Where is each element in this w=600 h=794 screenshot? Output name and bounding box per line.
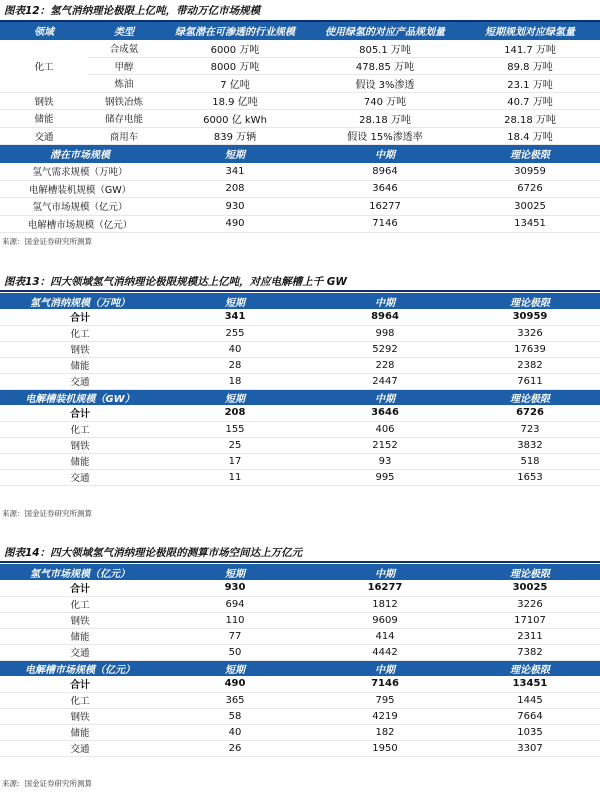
short-cell: 341 [160, 163, 310, 181]
mid-cell: 8964 [310, 309, 460, 325]
product-cell: 805.1 万吨 [310, 40, 460, 58]
label-cell: 钢铁 [0, 708, 160, 724]
mid-cell: 9609 [310, 612, 460, 628]
label-cell: 储能 [0, 628, 160, 644]
hydrogen-cell: 89.8 万吨 [460, 57, 600, 75]
table-row [0, 469, 600, 485]
scale-cell: 6000 万吨 [160, 40, 310, 58]
label-cell: 化工 [0, 596, 160, 612]
limit-cell: 723 [460, 421, 600, 437]
table-row [0, 92, 600, 110]
scale-cell: 8000 万吨 [160, 57, 310, 75]
table-row [0, 596, 600, 612]
short-cell: 341 [160, 309, 310, 325]
product-cell: 740 万吨 [310, 92, 460, 110]
label-cell: 合计 [0, 676, 160, 692]
header-cell: 潜在市场规模 [0, 145, 160, 163]
short-cell: 155 [160, 421, 310, 437]
short-cell: 58 [160, 708, 310, 724]
mid-cell: 16277 [310, 580, 460, 596]
table-row [0, 628, 600, 644]
domain-cell: 储能 [0, 110, 88, 128]
label-cell: 钢铁 [0, 341, 160, 357]
table-row [0, 127, 600, 145]
mid-cell: 5292 [310, 341, 460, 357]
table-row [0, 692, 600, 708]
limit-cell: 1653 [460, 469, 600, 485]
scale-cell: 18.9 亿吨 [160, 92, 310, 110]
fig12-market-table [0, 145, 600, 233]
header-cell: 理论极限 [460, 564, 600, 580]
header-cell: 短期 [160, 293, 310, 309]
limit-cell: 30959 [460, 163, 600, 181]
hydrogen-cell: 18.4 万吨 [460, 127, 600, 145]
table-row [0, 437, 600, 453]
label-cell: 钢铁 [0, 437, 160, 453]
mid-cell: 7146 [310, 676, 460, 692]
short-cell: 365 [160, 692, 310, 708]
scale-cell: 6000 亿 kWh [160, 110, 310, 128]
short-cell: 28 [160, 357, 310, 373]
label-cell: 氢气市场规模（亿元） [0, 198, 160, 216]
limit-cell: 13451 [460, 215, 600, 233]
mid-cell: 1950 [310, 740, 460, 756]
short-cell: 26 [160, 740, 310, 756]
type-cell: 商用车 [88, 127, 160, 145]
label-cell: 化工 [0, 421, 160, 437]
fig13-table [0, 293, 600, 486]
fig12-table [0, 22, 600, 145]
table-row [0, 357, 600, 373]
label-cell: 交通 [0, 644, 160, 660]
limit-cell: 30025 [460, 198, 600, 216]
header-cell: 短期 [160, 389, 310, 405]
table-row [0, 421, 600, 437]
table-row [0, 708, 600, 724]
short-cell: 208 [160, 405, 310, 421]
limit-cell: 3226 [460, 596, 600, 612]
label-cell: 交通 [0, 373, 160, 389]
fig12-header-row [0, 22, 600, 40]
mid-cell: 4219 [310, 708, 460, 724]
mid-cell: 414 [310, 628, 460, 644]
mid-cell: 406 [310, 421, 460, 437]
label-cell: 储能 [0, 724, 160, 740]
limit-cell: 2382 [460, 357, 600, 373]
mid-cell: 7146 [310, 215, 460, 233]
product-cell: 28.18 万吨 [310, 110, 460, 128]
short-cell: 930 [160, 580, 310, 596]
limit-cell: 13451 [460, 676, 600, 692]
header-cell: 中期 [310, 389, 460, 405]
short-cell: 18 [160, 373, 310, 389]
header-cell: 领域 [0, 22, 88, 40]
table-row [0, 40, 600, 58]
limit-cell: 17639 [460, 341, 600, 357]
type-cell: 合成氨 [88, 40, 160, 58]
table-row [0, 57, 600, 75]
short-cell: 208 [160, 180, 310, 198]
product-cell: 478.85 万吨 [310, 57, 460, 75]
limit-cell: 30025 [460, 580, 600, 596]
mid-cell: 182 [310, 724, 460, 740]
table-row [0, 215, 600, 233]
label-cell: 合计 [0, 580, 160, 596]
table-row [0, 325, 600, 341]
table-row [0, 724, 600, 740]
hydrogen-cell: 28.18 万吨 [460, 110, 600, 128]
short-cell: 490 [160, 676, 310, 692]
label-cell: 交通 [0, 469, 160, 485]
table-row [0, 180, 600, 198]
header-cell: 类型 [88, 22, 160, 40]
type-cell: 钢铁冶炼 [88, 92, 160, 110]
limit-cell: 6726 [460, 405, 600, 421]
fig12-source: 来源：国金证券研究所测算 [2, 237, 92, 246]
header-cell: 中期 [310, 660, 460, 676]
limit-cell: 7382 [460, 644, 600, 660]
section-header-row [0, 564, 600, 580]
limit-cell: 3307 [460, 740, 600, 756]
fig13-source: 来源：国金证券研究所测算 [2, 509, 92, 518]
table-row [0, 341, 600, 357]
fig12-title: 图表12：氢气消纳理论极限上亿吨，带动万亿市场规模 [4, 5, 261, 17]
limit-cell: 3832 [460, 437, 600, 453]
header-cell: 理论极限 [460, 293, 600, 309]
header-cell: 短期 [160, 660, 310, 676]
header-cell: 中期 [310, 145, 460, 163]
fig14-source: 来源：国金证券研究所测算 [2, 779, 92, 788]
limit-cell: 30959 [460, 309, 600, 325]
label-cell: 储能 [0, 453, 160, 469]
short-cell: 40 [160, 724, 310, 740]
fig13-title: 图表13：四大领域氢气消纳理论极限规模达上亿吨，对应电解槽上千 GW [4, 276, 347, 288]
header-cell: 绿氢潜在可渗透的行业规模 [160, 22, 310, 40]
header-cell: 中期 [310, 564, 460, 580]
short-cell: 17 [160, 453, 310, 469]
product-cell: 假设 15%渗透率 [310, 127, 460, 145]
mid-cell: 3646 [310, 405, 460, 421]
header-cell: 使用绿氢的对应产品规划量 [310, 22, 460, 40]
mid-cell: 4442 [310, 644, 460, 660]
label-cell: 电解槽市场规模（亿元） [0, 215, 160, 233]
fig14-title-rule [0, 561, 600, 563]
label-cell: 氢气需求规模（万吨） [0, 163, 160, 181]
label-cell: 合计 [0, 309, 160, 325]
table-row [0, 75, 600, 93]
hydrogen-cell: 141.7 万吨 [460, 40, 600, 58]
short-cell: 930 [160, 198, 310, 216]
mid-cell: 995 [310, 469, 460, 485]
short-cell: 50 [160, 644, 310, 660]
short-cell: 490 [160, 215, 310, 233]
limit-cell: 1445 [460, 692, 600, 708]
header-cell: 电解槽装机规模（GW） [0, 389, 160, 405]
mid-cell: 998 [310, 325, 460, 341]
hydrogen-cell: 23.1 万吨 [460, 75, 600, 93]
label-cell: 化工 [0, 325, 160, 341]
short-cell: 255 [160, 325, 310, 341]
fig13-title-rule [0, 290, 600, 292]
limit-cell: 17107 [460, 612, 600, 628]
fig14-table [0, 564, 600, 757]
table-row [0, 110, 600, 128]
header-cell: 理论极限 [460, 389, 600, 405]
mid-cell: 795 [310, 692, 460, 708]
short-cell: 40 [160, 341, 310, 357]
table-row [0, 373, 600, 389]
short-cell: 110 [160, 612, 310, 628]
mid-cell: 8964 [310, 163, 460, 181]
section-header-row [0, 389, 600, 405]
limit-cell: 3326 [460, 325, 600, 341]
header-cell: 理论极限 [460, 660, 600, 676]
product-cell: 假设 3%渗透 [310, 75, 460, 93]
short-cell: 77 [160, 628, 310, 644]
short-cell: 25 [160, 437, 310, 453]
total-row [0, 309, 600, 325]
limit-cell: 2311 [460, 628, 600, 644]
table-row [0, 644, 600, 660]
domain-cell: 钢铁 [0, 92, 88, 110]
section-header-row [0, 660, 600, 676]
label-cell: 合计 [0, 405, 160, 421]
limit-cell: 1035 [460, 724, 600, 740]
mid-cell: 2447 [310, 373, 460, 389]
table-row [0, 612, 600, 628]
total-row [0, 580, 600, 596]
label-cell: 钢铁 [0, 612, 160, 628]
short-cell: 694 [160, 596, 310, 612]
label-cell: 化工 [0, 692, 160, 708]
limit-cell: 7611 [460, 373, 600, 389]
mid-cell: 228 [310, 357, 460, 373]
limit-cell: 7664 [460, 708, 600, 724]
mid-cell: 2152 [310, 437, 460, 453]
limit-cell: 518 [460, 453, 600, 469]
fig12-market-header-row [0, 145, 600, 163]
label-cell: 储能 [0, 357, 160, 373]
table-row [0, 453, 600, 469]
table-row [0, 198, 600, 216]
header-cell: 中期 [310, 293, 460, 309]
type-cell: 甲醇 [88, 57, 160, 75]
header-cell: 氢气市场规模（亿元） [0, 564, 160, 580]
limit-cell: 6726 [460, 180, 600, 198]
mid-cell: 93 [310, 453, 460, 469]
section-header-row [0, 293, 600, 309]
header-cell: 氢气消纳规模（万吨） [0, 293, 160, 309]
header-cell: 电解槽市场规模（亿元） [0, 660, 160, 676]
type-cell: 炼油 [88, 75, 160, 93]
total-row [0, 676, 600, 692]
short-cell: 11 [160, 469, 310, 485]
table-row [0, 740, 600, 756]
header-cell: 短期规划对应绿氢量 [460, 22, 600, 40]
header-cell: 理论极限 [460, 145, 600, 163]
scale-cell: 7 亿吨 [160, 75, 310, 93]
mid-cell: 1812 [310, 596, 460, 612]
label-cell: 电解槽装机规模（GW） [0, 180, 160, 198]
domain-cell: 化工 [0, 40, 88, 93]
mid-cell: 3646 [310, 180, 460, 198]
total-row [0, 405, 600, 421]
fig14-title: 图表14：四大领域氢气消纳理论极限的测算市场空间达上万亿元 [4, 547, 303, 559]
mid-cell: 16277 [310, 198, 460, 216]
header-cell: 短期 [160, 145, 310, 163]
table-row [0, 163, 600, 181]
scale-cell: 839 万辆 [160, 127, 310, 145]
domain-cell: 交通 [0, 127, 88, 145]
header-cell: 短期 [160, 564, 310, 580]
hydrogen-cell: 40.7 万吨 [460, 92, 600, 110]
label-cell: 交通 [0, 740, 160, 756]
type-cell: 储存电能 [88, 110, 160, 128]
